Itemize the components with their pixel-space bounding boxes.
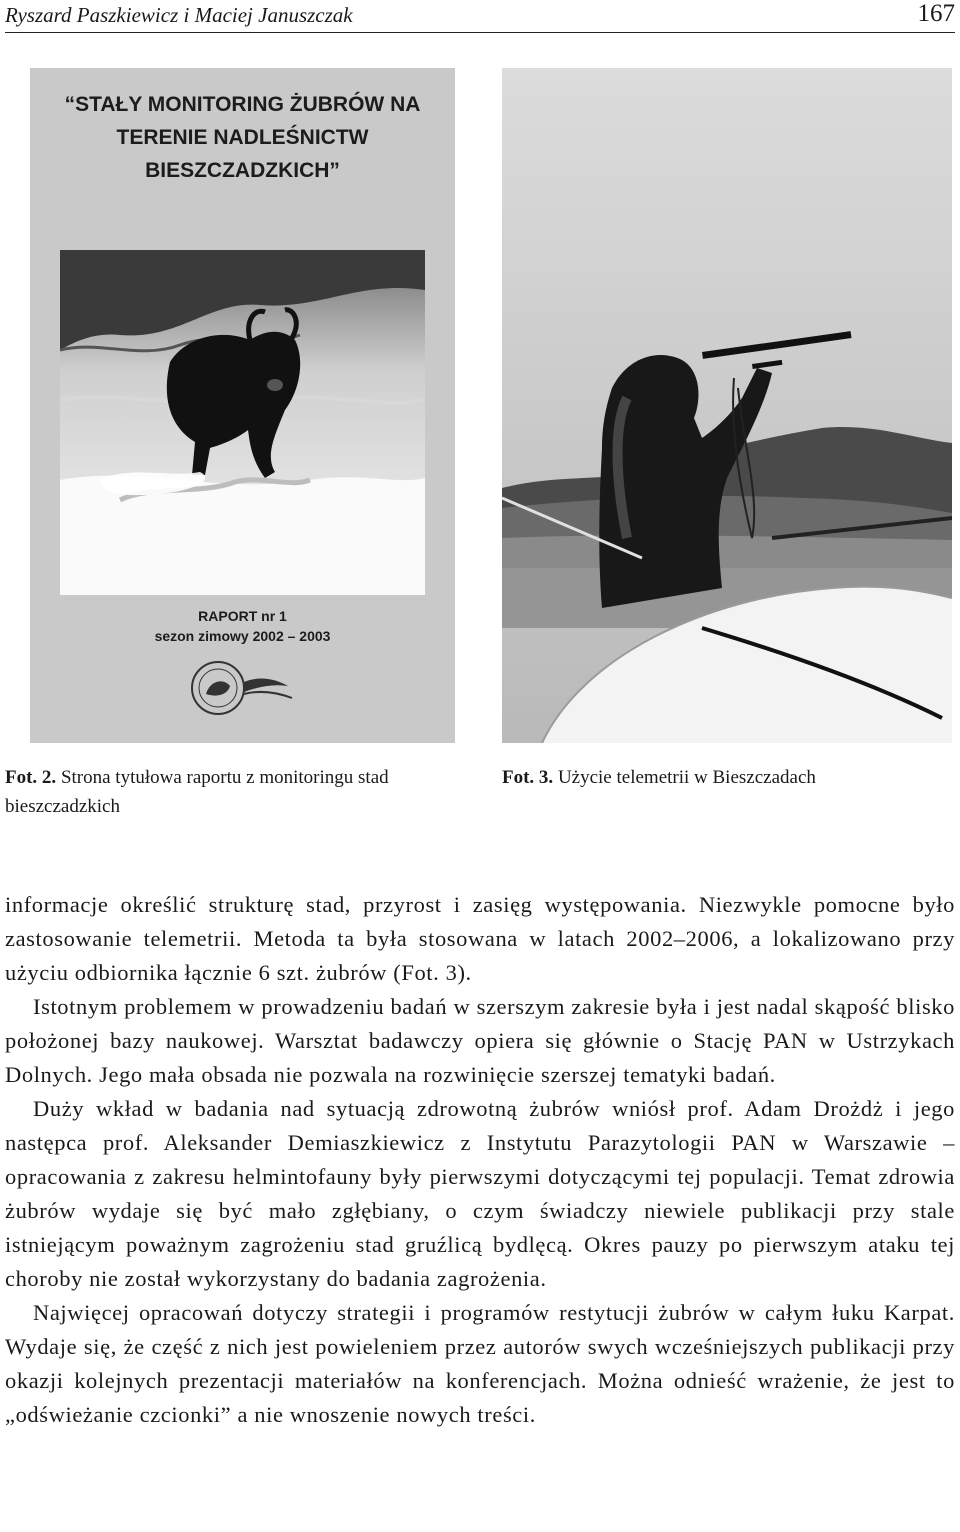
page-number: 167 [917,0,955,27]
institution-seal-icon [188,658,298,718]
paragraph: Istotnym problemem w prowadzeniu badań w szerszym zakresie była i jest nadal skąpość blisko położonej bazy naukowej. Warsztat badawczy opiera się głównie o Stację PAN w Ustrzykach Dolnych. Jego mała obsada nie pozwala na rozwinięcie szerszej tematyki badań. [5,994,955,1087]
running-head [5,0,955,33]
paragraph: Duży wkład w badania nad sytuacją zdrowotną żubrów wniósł prof. Adam Drożdż i jego następca prof. Aleksander Demiaszkiewicz z Instytutu Parazytologii PAN w Warszawie – opracowania z zakresu helmintofauny były pierwszymi dotyczącymi tej populacji. Temat zdrowia żubrów wydaje się być mało zgłębiany, o czym świadczy niewiele publikacji przy stale istniejącym poważnym zagrożeniu stad gruźlicą bydlęcą. Okres pauzy po pierwszym ataku tej choroby nie został wykorzystany do badania zagrożenia. [5,1096,955,1291]
bison-snow-photo [60,250,425,595]
paragraph: Najwięcej opracowań dotyczy strategii i programów restytucji żubrów w całym łuku Karpat. Wydaje się, że część z nich jest powieleniem przez autorów swych wcześniejszych publikacji przy okazji kolejnych prezentacji materiałów na konferencjach. Można odnieść wrażenie, że jest to „odświeżanie czcionki” a nie wnoszenie nowych treści. [5,1300,955,1427]
figure-3-label: Fot. 3. [502,767,554,788]
figure-2-caption [5,763,475,821]
body-text [5,888,955,1432]
figure-2-label: Fot. 2. [5,767,57,788]
paragraph: informacje określić strukturę stad, przyrost i zasięg występowania. Niezwykle pomocne było zastosowanie telemetrii. Metoda ta była stosowana w latach 2002–2006, a lokalizowano przy użyciu odbiornika łącznie 6 szt. żubrów (Fot. 3). [5,892,955,985]
figure-2-caption-text: Strona tytułowa raportu z monitoringu stad bieszczadzkich [5,767,389,817]
cover-report-block [30,606,455,646]
cover-title: “STAŁY MONITORING ŻUBRÓW NA TERENIE NADLEŚNICTW BIESZCZADZKICH” [64,93,421,182]
telemetry-photo [502,68,952,743]
cover-report-season: sezon zimowy 2002 – 2003 [154,628,331,644]
running-head-authors: Ryszard Paszkiewicz i Maciej Januszczak [5,3,353,27]
cover-report-number: RAPORT nr 1 [198,608,287,624]
figure-3-caption-text: Użycie telemetrii w Bieszczadach [557,767,816,788]
figure-3-caption [502,763,957,792]
report-cover-figure [30,68,455,743]
